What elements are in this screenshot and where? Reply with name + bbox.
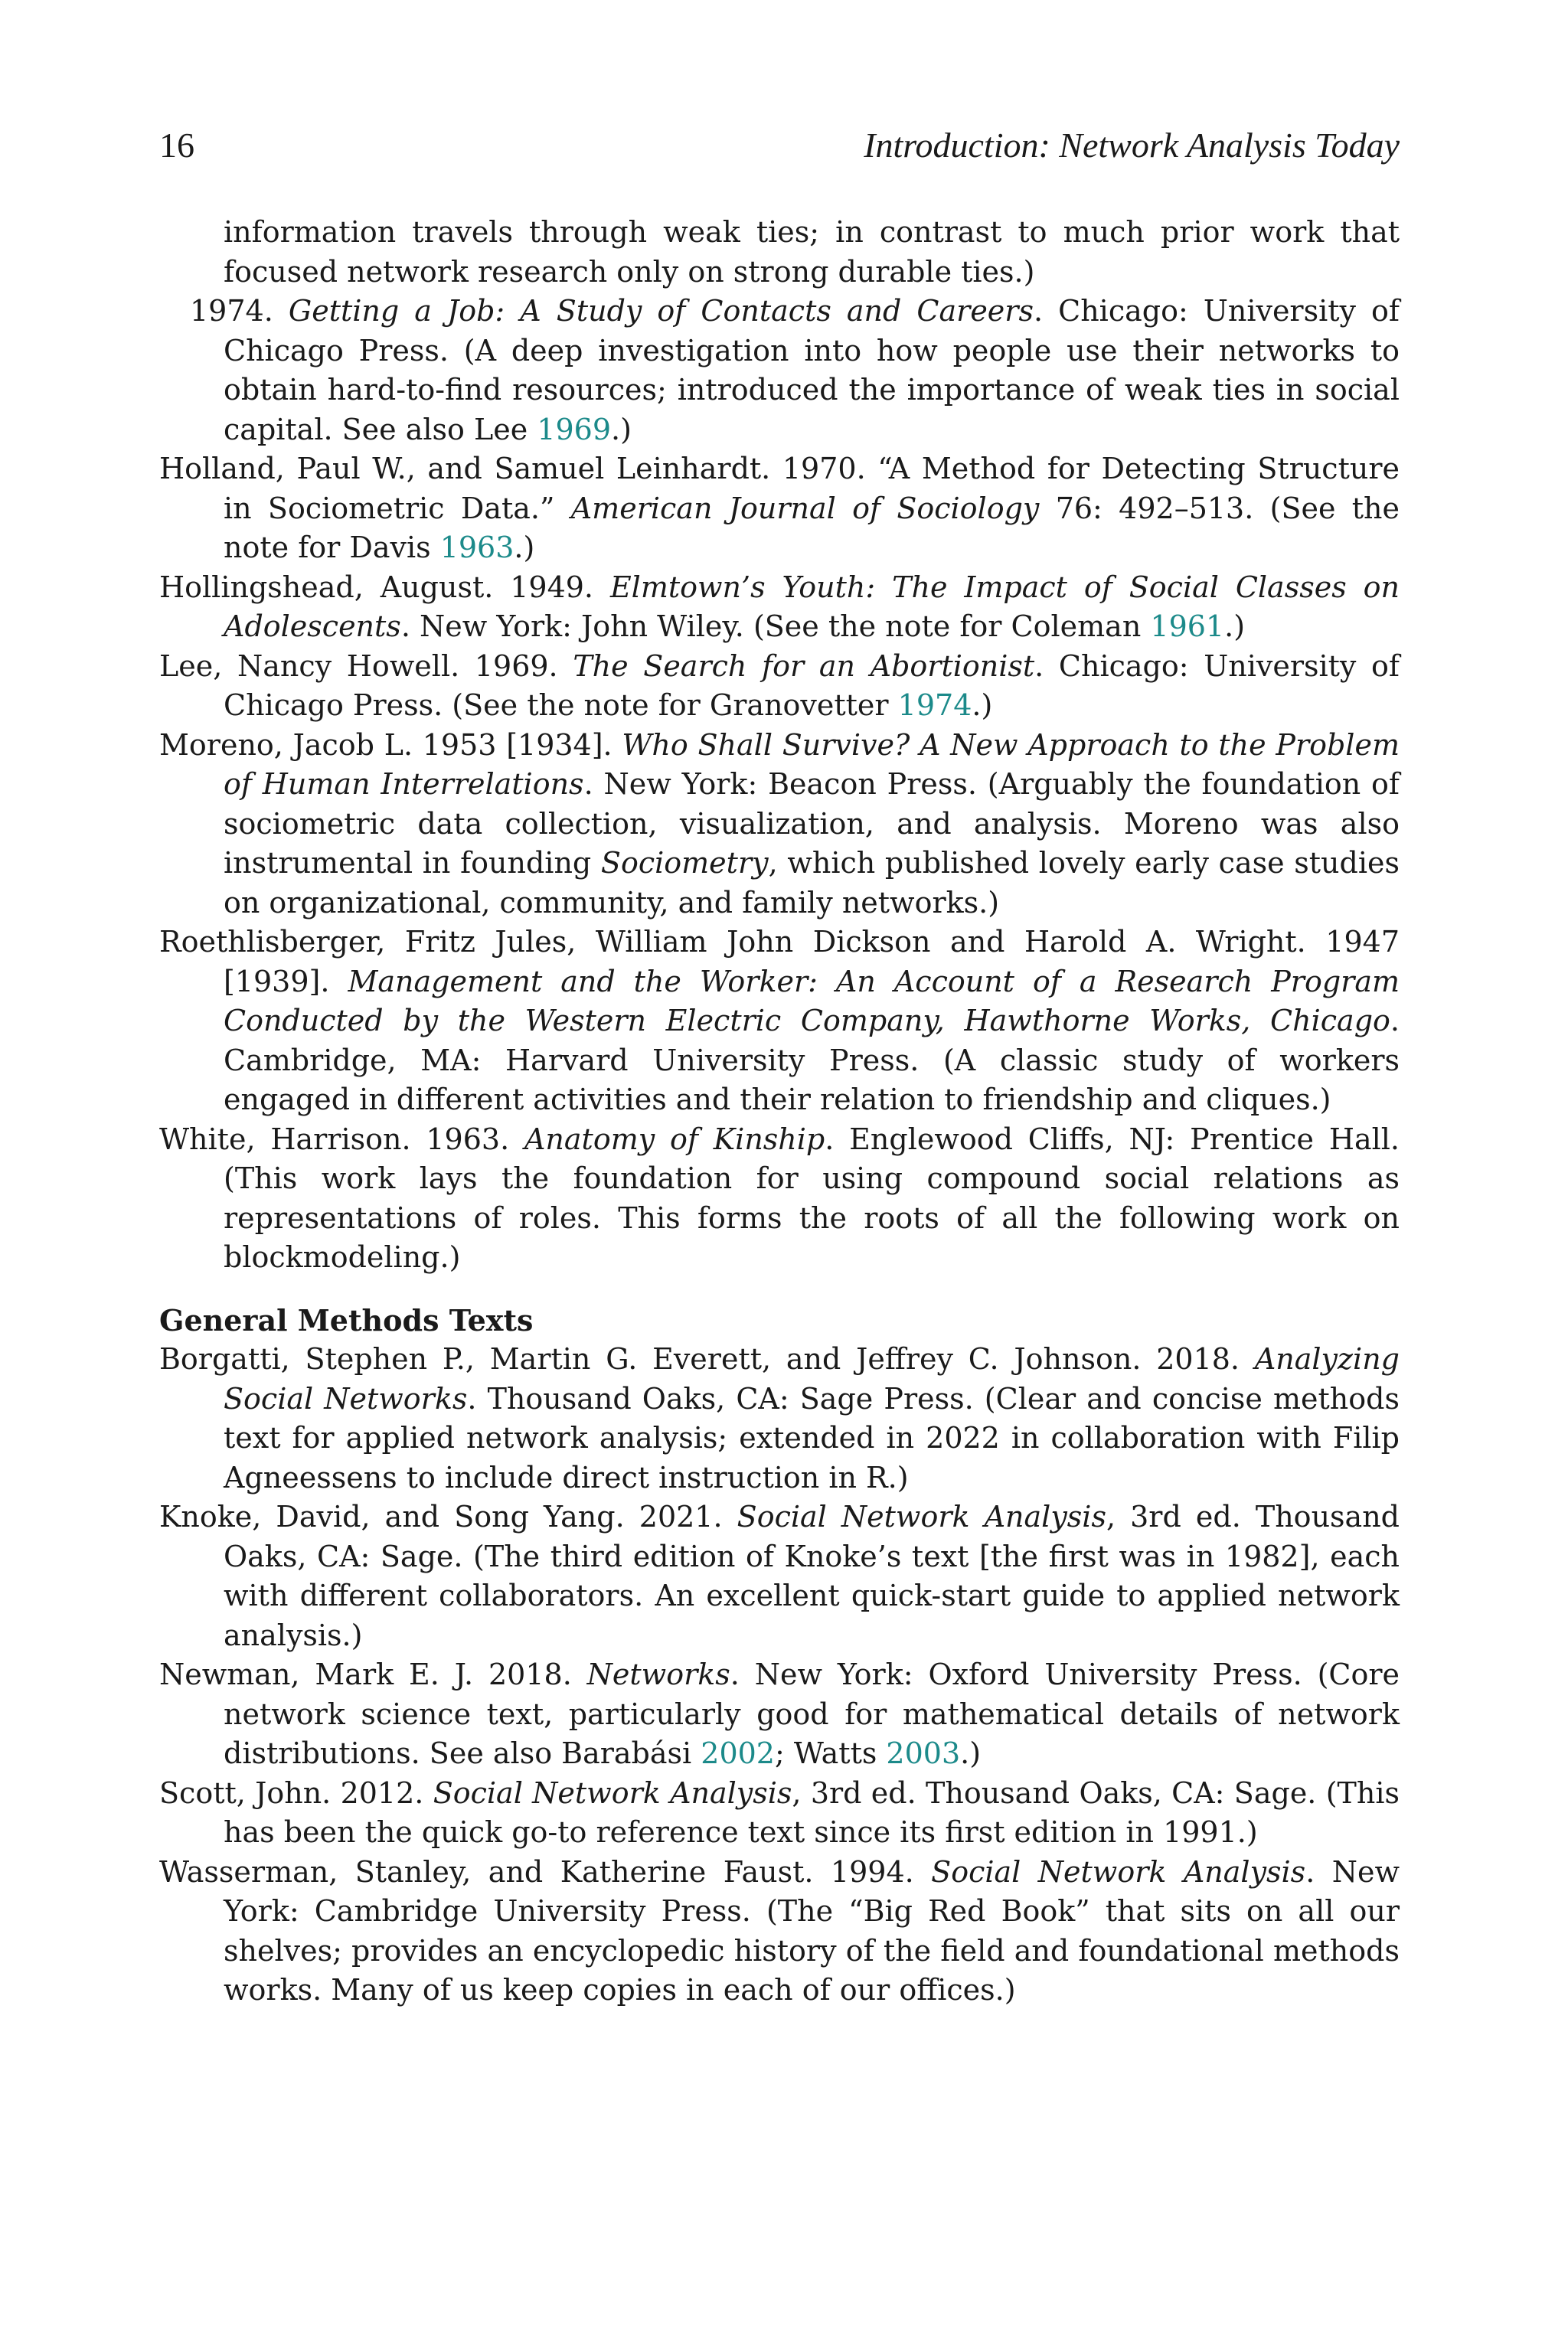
reference-title: Social Network Analysis	[737, 1500, 1106, 1534]
reference-text: White, Harrison. 1963.	[159, 1122, 524, 1156]
citation-link[interactable]: 1974	[897, 688, 972, 722]
reference-text: . Englewood Cliffs, NJ: Prentice Hall. (This work lays the foundation for using compound social relations as representations of roles. This forms the roots of all the following work on blockmodeling.)	[224, 1122, 1400, 1274]
citation-link[interactable]: 1963	[439, 531, 514, 564]
reference-entry	[159, 1655, 1400, 1774]
page-body	[159, 213, 1400, 2011]
reference-entry	[159, 568, 1400, 647]
reference-text: information travels through weak ties; in contrast to much prior work that focused network research only on strong durable ties.)	[224, 215, 1400, 289]
reference-text: , 3rd ed. Thousand Oaks, CA: Sage. (The third edition of Knoke’s text [the first was in 1982], each with different collaborators. An excellent quick-start guide to applied network analysis.)	[224, 1500, 1400, 1652]
reference-text: Moreno, Jacob L. 1953 [1934].	[159, 727, 622, 762]
reference-title: Sociometry	[600, 846, 769, 880]
page-number: 16	[159, 126, 194, 165]
reference-text: Scott, John. 2012.	[159, 1775, 433, 1810]
reference-entry	[159, 1340, 1400, 1498]
reference-list	[159, 213, 1400, 1278]
reference-text: Newman, Mark E. J. 2018.	[159, 1658, 587, 1691]
reference-text: . New York: Oxford University Press. (Core network science text, particularly good for mathematical details of network distributions. See also Barabási	[224, 1658, 1400, 1770]
running-title: Introduction: Network Analysis Today	[864, 126, 1400, 165]
reference-text: .)	[972, 688, 993, 722]
citation-link[interactable]: 2002	[701, 1736, 775, 1770]
reference-entry	[159, 647, 1400, 726]
reference-entry	[159, 449, 1400, 568]
citation-link[interactable]: 1969	[537, 412, 612, 446]
reference-text: . Cambridge, MA: Harvard University Press. (A classic study of workers engaged in different activities and their relation to friendship and cliques.)	[224, 1004, 1400, 1116]
reference-entry	[159, 1774, 1400, 1853]
reference-entry	[159, 923, 1400, 1120]
citation-link[interactable]: 1961	[1150, 609, 1225, 643]
reference-text: . New York: Beacon Press. (Arguably the foundation of sociometric data collection, visualization, and analysis. Moreno was also instrumental in founding	[224, 767, 1400, 880]
reference-text: , 3rd ed. Thousand Oaks, CA: Sage. (This has been the quick go-to reference text since its first edition in 1991.)	[224, 1775, 1400, 1849]
reference-title: Management and the Worker: An Account of a Research Program Conducted by the Western Electric Company, Hawthorne Works, Chicago	[224, 964, 1400, 1037]
reference-title: Anatomy of Kinship	[524, 1122, 825, 1156]
reference-entry	[159, 213, 1400, 292]
reference-title: The Search for an Abortionist	[573, 648, 1035, 683]
reference-text: .)	[960, 1736, 982, 1770]
reference-title: Analyzing Social Networks	[224, 1342, 1400, 1416]
reference-text: 1974.	[190, 294, 289, 328]
reference-text: Knoke, David, and Song Yang. 2021.	[159, 1500, 737, 1534]
reference-title: American Journal of Sociology	[570, 491, 1040, 525]
reference-title: Social Network Analysis	[931, 1854, 1306, 1889]
reference-text: .)	[611, 412, 632, 446]
running-head	[159, 122, 1400, 168]
reference-entry	[159, 292, 1400, 449]
reference-text: . Chicago: University of Chicago Press. (See the note for Granovetter	[224, 648, 1400, 722]
reference-text: 76: 492–513. (See the note for Davis	[224, 491, 1400, 564]
reference-text: Hollingshead, August. 1949.	[159, 570, 610, 604]
reference-title: Getting a Job: A Study of Contacts and Careers	[288, 294, 1034, 328]
reference-text: Lee, Nancy Howell. 1969.	[159, 648, 573, 683]
reference-text: Holland, Paul W., and Samuel Leinhardt. 1970. “A Method for Detecting Structure in Sociometric Data.”	[159, 452, 1400, 525]
reference-text: . New York: John Wiley. (See the note for Coleman	[400, 609, 1151, 643]
reference-text: Roethlisberger, Fritz Jules, William John Dickson and Harold A. Wright. 1947 [1939].	[159, 925, 1400, 998]
reference-title: Social Network Analysis	[433, 1775, 792, 1810]
reference-title: Networks	[586, 1658, 730, 1691]
reference-entry	[159, 1853, 1400, 2011]
reference-text: . Thousand Oaks, CA: Sage Press. (Clear and concise methods text for applied network analysis; extended in 2022 in collaboration with Filip Agneessens to include direct instruction in R.)	[224, 1381, 1400, 1494]
reference-text: ; Watts	[775, 1736, 887, 1770]
reference-text: Borgatti, Stephen P., Martin G. Everett, and Jeffrey C. Johnson. 2018.	[159, 1342, 1255, 1376]
section-heading: General Methods Texts	[159, 1302, 534, 1338]
reference-entry	[159, 1120, 1400, 1278]
reference-text: . Chicago: University of Chicago Press. (A deep investigation into how people use their networks to obtain hard-to-find resources; introduced the importance of weak ties in social capital. See also Lee	[224, 294, 1400, 446]
reference-text: , which published lovely early case studies on organizational, community, and family networks.)	[224, 846, 1400, 920]
reference-entry	[159, 726, 1400, 923]
reference-text: .)	[514, 531, 535, 564]
reference-text: .)	[1224, 609, 1246, 643]
reference-text: Wasserman, Stanley, and Katherine Faust. 1994.	[159, 1854, 932, 1889]
reference-entry	[159, 1498, 1400, 1655]
citation-link[interactable]: 2003	[886, 1736, 961, 1770]
reference-title: Who Shall Survive? A New Approach to the Problem of Human Interrelations	[224, 727, 1400, 801]
reference-title: Elmtown’s Youth: The Impact of Social Classes on Adolescents	[224, 570, 1400, 643]
reference-list-general-methods	[159, 1340, 1400, 2011]
reference-text: . New York: Cambridge University Press. (The “Big Red Book” that sits on all our shelves; provides an encyclopedic history of the field and foundational methods works. Many of us keep copies in each of our offices.)	[224, 1854, 1400, 2007]
